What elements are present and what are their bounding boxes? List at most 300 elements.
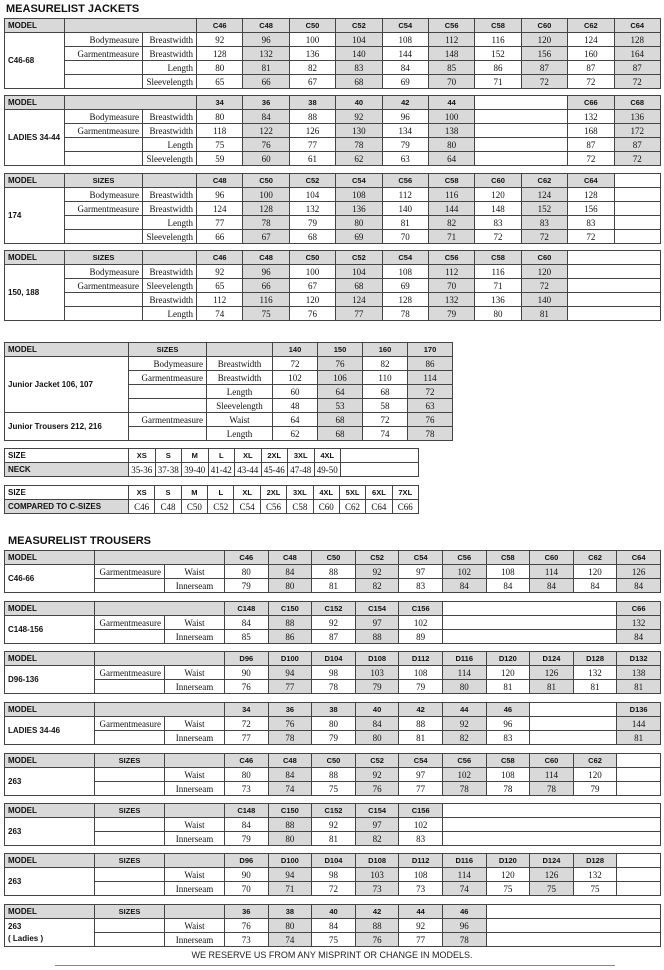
table-cell: 67 bbox=[289, 75, 335, 89]
size-header: 42 bbox=[355, 905, 399, 919]
table-cell: Breastwidth bbox=[143, 202, 197, 216]
table-cell: 73 bbox=[225, 782, 269, 796]
table-cell: 138 bbox=[428, 124, 474, 138]
size-header: C60 bbox=[475, 174, 521, 188]
table-cell: 80 bbox=[225, 768, 269, 782]
table-cell: 112 bbox=[197, 293, 243, 307]
size-header: M bbox=[181, 486, 207, 500]
size-header: XL bbox=[235, 449, 262, 463]
size-header: D104 bbox=[312, 652, 356, 666]
table-cell: 73 bbox=[225, 933, 269, 947]
table-cell: 83 bbox=[521, 216, 567, 230]
junior-table bbox=[4, 342, 453, 441]
table-cell: C62 bbox=[339, 500, 365, 514]
model-name: C148-156 bbox=[5, 616, 95, 644]
table-cell: 81 bbox=[382, 216, 428, 230]
table-cell: Innerseam bbox=[165, 832, 225, 846]
table-cell: 82 bbox=[289, 61, 335, 75]
size-header: 2XL bbox=[261, 449, 288, 463]
table-cell: 76 bbox=[355, 933, 399, 947]
size-header: SIZES bbox=[65, 174, 143, 188]
size-header: C54 bbox=[382, 251, 428, 265]
table-cell: 65 bbox=[197, 75, 243, 89]
table-cell: 100 bbox=[289, 33, 335, 47]
size-header: C58 bbox=[475, 251, 521, 265]
table-cell: 75 bbox=[530, 882, 574, 896]
table-cell: Garmentmeasure bbox=[65, 279, 143, 293]
table-cell: 79 bbox=[382, 138, 428, 152]
table-cell: 144 bbox=[382, 47, 428, 61]
table-cell: 66 bbox=[197, 230, 243, 244]
size-header: C50 bbox=[243, 174, 289, 188]
table-cell: 76 bbox=[225, 919, 269, 933]
table-cell: 70 bbox=[225, 882, 269, 896]
table-cell: 77 bbox=[336, 307, 382, 321]
table-cell: 118 bbox=[197, 124, 243, 138]
table-cell: NECK bbox=[5, 463, 129, 477]
table-cell bbox=[95, 818, 165, 832]
table-cell: 72 bbox=[568, 230, 614, 244]
table-cell: Innerseam bbox=[165, 630, 225, 644]
size-header: D132 bbox=[617, 652, 661, 666]
table-cell: 84 bbox=[225, 818, 269, 832]
table-cell: 84 bbox=[312, 919, 356, 933]
table-cell: 124 bbox=[336, 293, 382, 307]
table-cell: 72 bbox=[614, 75, 660, 89]
size-header: D104 bbox=[312, 854, 356, 868]
table-cell: 120 bbox=[289, 293, 335, 307]
size-header: XL bbox=[234, 486, 260, 500]
table-cell: 108 bbox=[486, 565, 530, 579]
table-cell: 90 bbox=[225, 868, 269, 882]
table-cell: 66 bbox=[243, 279, 289, 293]
size-header: SIZES bbox=[95, 905, 165, 919]
jacket-table-c46-68 bbox=[4, 18, 661, 89]
table-cell: 132 bbox=[568, 110, 614, 124]
size-header: XS bbox=[129, 486, 155, 500]
size-header: C46 bbox=[225, 551, 269, 565]
size-header: C48 bbox=[268, 551, 312, 565]
table-cell: 83 bbox=[336, 61, 382, 75]
table-cell bbox=[95, 680, 165, 694]
table-cell: 132 bbox=[289, 202, 335, 216]
size-header: 42 bbox=[382, 96, 428, 110]
table-cell: 80 bbox=[225, 565, 269, 579]
size-header: C58 bbox=[475, 19, 521, 33]
size-header: C54 bbox=[399, 754, 443, 768]
table-cell: 69 bbox=[382, 75, 428, 89]
table-cell: 89 bbox=[399, 630, 443, 644]
table-cell: 76 bbox=[225, 680, 269, 694]
table-cell: MODEL bbox=[5, 602, 95, 616]
size-header: C150 bbox=[268, 602, 312, 616]
table-cell: 132 bbox=[243, 47, 289, 61]
table-cell: Innerseam bbox=[165, 782, 225, 796]
table-cell: 100 bbox=[243, 188, 289, 202]
table-cell: 78 bbox=[382, 307, 428, 321]
table-cell: 79 bbox=[225, 832, 269, 846]
table-cell: 82 bbox=[355, 579, 399, 593]
size-header: SIZES bbox=[95, 854, 165, 868]
trouser-table-c46-66 bbox=[4, 550, 661, 593]
table-cell: 71 bbox=[428, 230, 474, 244]
table-cell: 110 bbox=[363, 371, 408, 385]
table-cell: 75 bbox=[312, 782, 356, 796]
table-cell: 96 bbox=[382, 110, 428, 124]
table-cell bbox=[65, 138, 143, 152]
table-cell: MODEL bbox=[5, 905, 95, 919]
table-cell: Garmentmeasure bbox=[95, 616, 165, 630]
table-cell: 53 bbox=[318, 399, 363, 413]
table-cell: 67 bbox=[243, 230, 289, 244]
table-cell: 130 bbox=[336, 124, 382, 138]
table-cell: 140 bbox=[382, 202, 428, 216]
table-cell: MODEL bbox=[5, 652, 95, 666]
table-cell: Waist bbox=[165, 919, 225, 933]
table-cell: 79 bbox=[312, 731, 356, 745]
table-cell: Innerseam bbox=[165, 882, 225, 896]
table-cell: 83 bbox=[486, 731, 530, 745]
size-header: C68 bbox=[614, 96, 660, 110]
table-cell: 79 bbox=[428, 307, 474, 321]
size-header: 7XL bbox=[392, 486, 418, 500]
size-header: C60 bbox=[530, 551, 574, 565]
table-cell: 92 bbox=[355, 565, 399, 579]
size-header: C66 bbox=[617, 602, 661, 616]
table-cell: 92 bbox=[197, 33, 243, 47]
size-header: 160 bbox=[363, 343, 408, 357]
measure-type: Bodymeasure bbox=[65, 33, 143, 47]
table-cell: 86 bbox=[408, 357, 453, 371]
table-cell: 78 bbox=[408, 427, 453, 441]
size-header: 36 bbox=[268, 703, 312, 717]
table-cell: 84 bbox=[243, 110, 289, 124]
size-header: 42 bbox=[399, 703, 443, 717]
table-cell: 98 bbox=[312, 868, 356, 882]
table-cell: Breastwidth bbox=[143, 188, 197, 202]
table-cell: MODEL bbox=[5, 251, 65, 265]
empty-cell bbox=[475, 96, 568, 110]
table-cell: 72 bbox=[312, 882, 356, 896]
table-cell: 94 bbox=[268, 868, 312, 882]
table-cell bbox=[65, 307, 143, 321]
size-header: C58 bbox=[486, 551, 530, 565]
empty-cell bbox=[486, 919, 660, 933]
table-cell: 114 bbox=[442, 666, 486, 680]
size-header: C48 bbox=[268, 754, 312, 768]
table-cell: 80 bbox=[197, 110, 243, 124]
table-cell: 126 bbox=[530, 666, 574, 680]
table-cell: 97 bbox=[399, 565, 443, 579]
empty-cell bbox=[614, 202, 660, 216]
table-cell bbox=[95, 630, 165, 644]
measure-label: Breastwidth bbox=[143, 47, 197, 61]
table-cell: 96 bbox=[243, 265, 289, 279]
table-cell: 138 bbox=[617, 666, 661, 680]
table-cell: 124 bbox=[197, 202, 243, 216]
table-cell: 108 bbox=[486, 768, 530, 782]
size-header: C64 bbox=[617, 551, 661, 565]
table-cell: 61 bbox=[289, 152, 335, 166]
table-cell: 80 bbox=[355, 731, 399, 745]
table-cell: 92 bbox=[355, 768, 399, 782]
size-header: 150 bbox=[318, 343, 363, 357]
size-header: C50 bbox=[312, 754, 356, 768]
size-header: S bbox=[155, 449, 182, 463]
size-header: D128 bbox=[573, 652, 617, 666]
table-cell: 74 bbox=[197, 307, 243, 321]
table-cell: 47-48 bbox=[288, 463, 315, 477]
size-header: D128 bbox=[573, 854, 617, 868]
table-cell: 132 bbox=[428, 293, 474, 307]
table-cell: Waist bbox=[165, 565, 225, 579]
table-cell: 108 bbox=[336, 188, 382, 202]
size-header: 44 bbox=[428, 96, 474, 110]
size-header: C56 bbox=[382, 174, 428, 188]
table-cell: 136 bbox=[475, 293, 521, 307]
table-cell: MODEL bbox=[5, 703, 95, 717]
table-cell: 97 bbox=[355, 616, 399, 630]
table-cell: 144 bbox=[617, 717, 661, 731]
empty-cell bbox=[475, 138, 568, 152]
table-cell: Waist bbox=[165, 818, 225, 832]
empty-cell bbox=[475, 110, 568, 124]
table-cell: 106 bbox=[318, 371, 363, 385]
trouser-table-d96-136 bbox=[4, 651, 661, 694]
size-header: C54 bbox=[399, 551, 443, 565]
table-cell: 84 bbox=[268, 768, 312, 782]
table-cell: 60 bbox=[273, 385, 318, 399]
table-cell: 63 bbox=[382, 152, 428, 166]
table-cell: 88 bbox=[355, 919, 399, 933]
table-cell: 45-46 bbox=[261, 463, 288, 477]
table-cell: 136 bbox=[289, 47, 335, 61]
size-header: D100 bbox=[268, 854, 312, 868]
table-cell: 77 bbox=[197, 216, 243, 230]
table-cell: 81 bbox=[312, 579, 356, 593]
size-header: C52 bbox=[355, 551, 399, 565]
table-cell: 88 bbox=[268, 818, 312, 832]
size-header: 170 bbox=[408, 343, 453, 357]
table-cell: 108 bbox=[399, 868, 443, 882]
empty-cell bbox=[475, 152, 568, 166]
size-header: SIZES bbox=[65, 251, 143, 265]
trousers-heading: MEASURELIST TROUSERS bbox=[8, 535, 152, 547]
table-cell: 84 bbox=[268, 565, 312, 579]
table-cell: 132 bbox=[617, 616, 661, 630]
table-cell: C58 bbox=[287, 500, 313, 514]
table-cell: 112 bbox=[428, 265, 474, 279]
size-header: 46 bbox=[442, 905, 486, 919]
table-cell: 81 bbox=[573, 680, 617, 694]
empty-cell bbox=[568, 265, 661, 279]
trouser-table-ladies bbox=[4, 702, 661, 745]
size-header: C50 bbox=[289, 19, 335, 33]
table-cell: 84 bbox=[573, 579, 617, 593]
size-header: D120 bbox=[486, 652, 530, 666]
table-cell: 84 bbox=[617, 630, 661, 644]
size-header bbox=[143, 174, 197, 188]
size-header: C60 bbox=[521, 251, 567, 265]
model-name: LADIES 34-44 bbox=[5, 110, 65, 166]
table-cell: 79 bbox=[289, 216, 335, 230]
table-cell bbox=[65, 293, 143, 307]
table-cell: 77 bbox=[268, 680, 312, 694]
table-cell: 72 bbox=[614, 152, 660, 166]
table-cell: C60 bbox=[313, 500, 339, 514]
table-cell: 80 bbox=[428, 138, 474, 152]
table-cell: 71 bbox=[268, 882, 312, 896]
table-cell: 68 bbox=[363, 385, 408, 399]
table-cell: 69 bbox=[336, 230, 382, 244]
table-cell: 87 bbox=[614, 138, 660, 152]
size-header: D116 bbox=[442, 854, 486, 868]
size-header: 4XL bbox=[314, 449, 341, 463]
table-cell: Innerseam bbox=[165, 731, 225, 745]
table-cell bbox=[65, 75, 143, 89]
size-header: C54 bbox=[336, 174, 382, 188]
size-header: C62 bbox=[573, 551, 617, 565]
table-cell: 80 bbox=[312, 717, 356, 731]
table-cell: Bodymeasure bbox=[65, 188, 143, 202]
size-header: C58 bbox=[486, 754, 530, 768]
table-cell: 59 bbox=[197, 152, 243, 166]
size-header bbox=[95, 602, 225, 616]
table-cell: 97 bbox=[355, 818, 399, 832]
size-header: C66 bbox=[568, 96, 614, 110]
trouser-table-263-c148 bbox=[4, 803, 661, 846]
table-cell: MODEL bbox=[5, 174, 65, 188]
size-header: 5XL bbox=[339, 486, 365, 500]
table-cell: 120 bbox=[573, 565, 617, 579]
table-cell: MODEL bbox=[5, 343, 129, 357]
model-header: MODEL bbox=[5, 96, 65, 110]
table-cell: 72 bbox=[521, 279, 567, 293]
size-header bbox=[143, 251, 197, 265]
table-cell: 71 bbox=[475, 75, 521, 89]
jacket-table-174 bbox=[4, 173, 661, 244]
trouser-table-c148-156 bbox=[4, 601, 661, 644]
model-name: LADIES 34-46 bbox=[5, 717, 95, 745]
empty-cell bbox=[614, 230, 660, 244]
size-header: 140 bbox=[273, 343, 318, 357]
size-header: C56 bbox=[428, 251, 474, 265]
table-cell: 68 bbox=[289, 230, 335, 244]
table-cell: 126 bbox=[289, 124, 335, 138]
table-cell: 78 bbox=[442, 933, 486, 947]
size-header: C148 bbox=[225, 602, 269, 616]
table-cell: 132 bbox=[573, 666, 617, 680]
table-cell: 70 bbox=[428, 279, 474, 293]
table-cell: 74 bbox=[363, 427, 408, 441]
table-cell bbox=[95, 579, 165, 593]
empty-cell bbox=[530, 731, 617, 745]
table-cell: 103 bbox=[355, 868, 399, 882]
table-cell bbox=[129, 399, 207, 413]
size-header: D112 bbox=[399, 854, 443, 868]
table-cell: 81 bbox=[399, 731, 443, 745]
model-name: 263 bbox=[5, 818, 95, 846]
empty-cell bbox=[486, 905, 660, 919]
jackets-heading: MEASURELIST JACKETS bbox=[6, 3, 140, 15]
model-name: 174 bbox=[5, 188, 65, 244]
table-cell: 76 bbox=[243, 138, 289, 152]
size-header: C150 bbox=[268, 804, 312, 818]
size-header: 3XL bbox=[288, 449, 315, 463]
size-header: C48 bbox=[243, 251, 289, 265]
table-cell: Innerseam bbox=[165, 933, 225, 947]
table-cell: 68 bbox=[336, 75, 382, 89]
model-name: C46-66 bbox=[5, 565, 95, 593]
table-cell: Garmentmeasure bbox=[129, 371, 207, 385]
jacket-table-ladies bbox=[4, 95, 661, 166]
table-cell: 152 bbox=[475, 47, 521, 61]
table-cell: 88 bbox=[312, 768, 356, 782]
table-cell: Breastwidth bbox=[143, 293, 197, 307]
table-cell: 81 bbox=[530, 680, 574, 694]
size-header: SIZES bbox=[95, 754, 165, 768]
table-cell: 43-44 bbox=[235, 463, 262, 477]
size-header: 4XL bbox=[313, 486, 339, 500]
size-header: SIZES bbox=[95, 804, 165, 818]
size-header: M bbox=[182, 449, 209, 463]
empty-cell bbox=[614, 188, 660, 202]
table-cell: 75 bbox=[486, 882, 530, 896]
size-header: 36 bbox=[225, 905, 269, 919]
table-cell: MODEL bbox=[5, 854, 95, 868]
size-header: C52 bbox=[355, 754, 399, 768]
empty-cell bbox=[442, 616, 616, 630]
table-cell: 160 bbox=[568, 47, 614, 61]
table-cell: 104 bbox=[336, 265, 382, 279]
table-cell: 80 bbox=[268, 919, 312, 933]
table-cell: 112 bbox=[428, 33, 474, 47]
table-cell: 87 bbox=[521, 61, 567, 75]
model-header: MODEL bbox=[5, 19, 65, 33]
table-cell: 148 bbox=[475, 202, 521, 216]
table-cell: C48 bbox=[155, 500, 181, 514]
size-header: 2XL bbox=[260, 486, 286, 500]
size-header: C50 bbox=[289, 251, 335, 265]
table-cell: Sleevelength bbox=[143, 230, 197, 244]
table-cell: 83 bbox=[475, 216, 521, 230]
size-header: C52 bbox=[336, 251, 382, 265]
size-header: 44 bbox=[442, 703, 486, 717]
empty-cell bbox=[442, 818, 660, 832]
table-cell: 79 bbox=[399, 680, 443, 694]
table-cell: 104 bbox=[289, 188, 335, 202]
table-cell: 81 bbox=[617, 680, 661, 694]
table-cell: 82 bbox=[355, 832, 399, 846]
model-name: 263 bbox=[5, 768, 95, 796]
table-cell: SIZE bbox=[5, 486, 129, 500]
table-cell: 79 bbox=[355, 680, 399, 694]
table-cell: 73 bbox=[355, 882, 399, 896]
table-cell: 74 bbox=[442, 882, 486, 896]
size-header: C154 bbox=[355, 602, 399, 616]
table-cell: 120 bbox=[486, 868, 530, 882]
table-cell: 79 bbox=[573, 782, 617, 796]
table-cell: 128 bbox=[614, 33, 660, 47]
size-header: C58 bbox=[428, 174, 474, 188]
table-cell: 78 bbox=[442, 782, 486, 796]
table-cell: 87 bbox=[312, 630, 356, 644]
model-name: C46-68 bbox=[5, 33, 65, 89]
table-cell: 41-42 bbox=[208, 463, 235, 477]
table-cell: Garmentmeasure bbox=[95, 565, 165, 579]
size-header: D96 bbox=[225, 854, 269, 868]
size-header: D112 bbox=[399, 652, 443, 666]
